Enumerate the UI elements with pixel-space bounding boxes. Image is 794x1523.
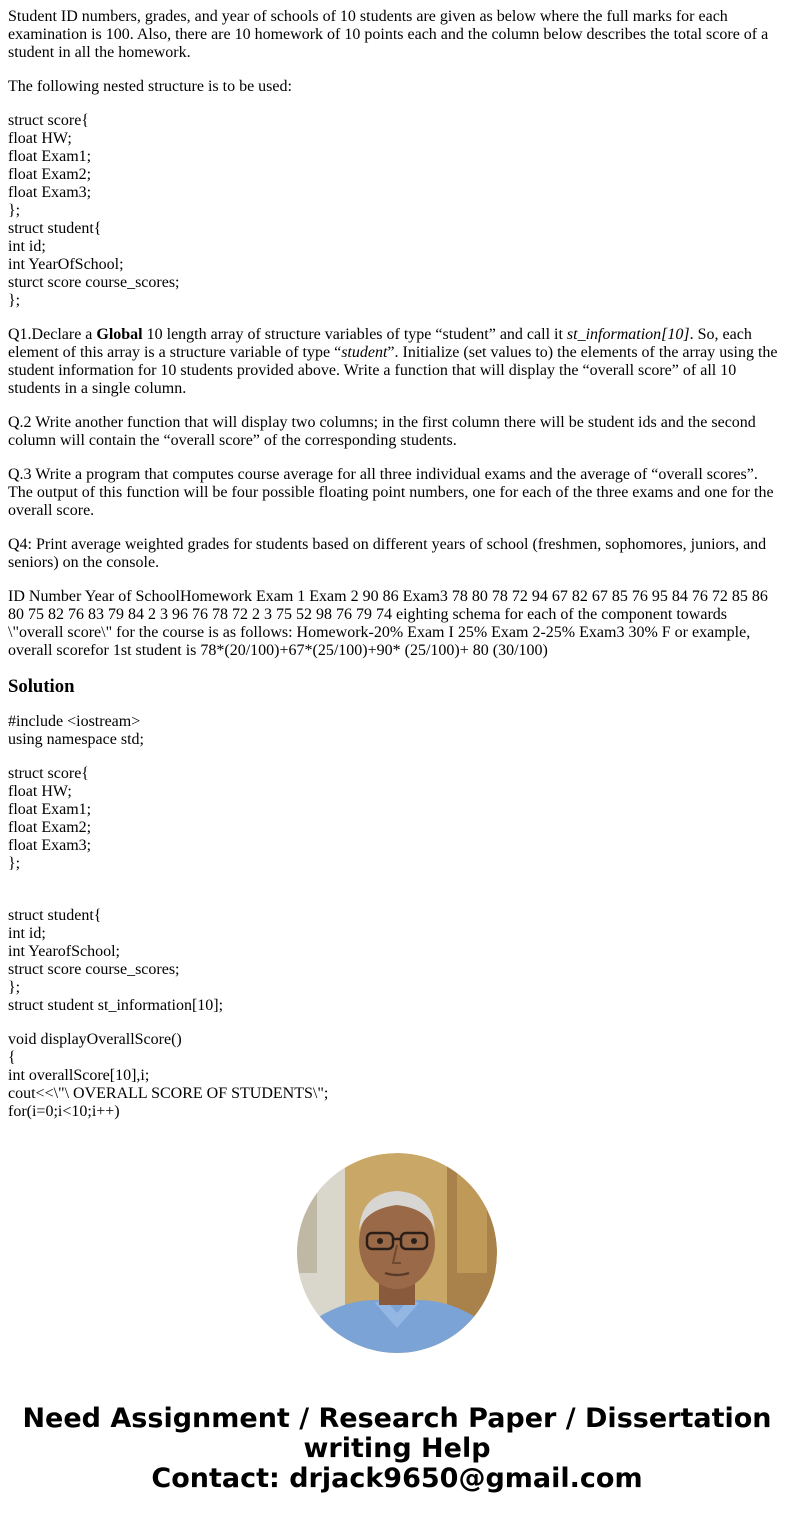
document-content xyxy=(8,8,786,1123)
code-line: struct student st_information[10]; xyxy=(8,997,224,1014)
code-block xyxy=(8,1031,786,1121)
q1-text: . So, each element of this array is a structure variable of type “ xyxy=(8,326,752,361)
struct-line: }; xyxy=(8,292,21,309)
q1-bold-global: Global xyxy=(96,326,143,343)
struct-line: struct student{ xyxy=(8,220,102,237)
code-line: struct score{ xyxy=(8,765,89,782)
intro-paragraph: Student ID numbers, grades, and year of schools of 10 students are given as below where the full marks for each examination is 100. Also, there are 10 homework of 10 points each and the column below describes the total score of a student in all the homework. xyxy=(8,8,769,61)
code-line: }; xyxy=(8,855,21,872)
contact-line: Contact: drjack9650@gmail.com xyxy=(151,1463,643,1494)
avatar xyxy=(297,1153,497,1353)
structure-intro: The following nested structure is to be used: xyxy=(8,78,292,95)
q1-italic-type: student xyxy=(341,344,388,361)
code-line: float HW; xyxy=(8,783,72,800)
code-line: int id; xyxy=(8,925,46,942)
struct-line: int YearOfSchool; xyxy=(8,256,124,273)
q1-text: 10 length array of structure variables of type “student” and call it xyxy=(142,326,567,343)
struct-line: float Exam3; xyxy=(8,184,92,201)
struct-line: float HW; xyxy=(8,130,72,147)
struct-line: sturct score course_scores; xyxy=(8,274,180,291)
code-line: void displayOverallScore() xyxy=(8,1031,182,1048)
code-line: struct student{ xyxy=(8,907,102,924)
question-2: Q.2 Write another function that will display two columns; in the first column there will be student ids and the second column will contain the “overall score” of the corresponding students. xyxy=(8,414,756,449)
code-line: float Exam1; xyxy=(8,801,92,818)
code-line: struct score course_scores; xyxy=(8,961,180,978)
struct-line: }; xyxy=(8,202,21,219)
struct-line: struct score{ xyxy=(8,112,89,129)
data-table-text: ID Number Year of SchoolHomework Exam 1 Exam 2 90 86 Exam3 78 80 78 72 94 67 82 67 85 76 95 84 76 72 85 86 80 75 82 76 83 79 84 2 3 96 76 78 72 2 3 75 52 98 76 79 74 eighting schema for each of the component towards \"overall score\" for the course is as follows: Homework-20% Exam I 25% Exam 2-25% Exam3 30% F or example, overall scorefor 1st student is 78*(20/100)+67*(25/100)+90* (25/100)+ 80 (30/100) xyxy=(8,588,768,659)
code-line: float Exam2; xyxy=(8,819,92,836)
banner-line: writing Help xyxy=(303,1433,491,1464)
q1-text: Q1.Declare a xyxy=(8,326,97,343)
question-3: Q.3 Write a program that computes course average for all three individual exams and the average of “overall scores”. The output of this function will be four possible floating point numbers, one for each of the three exams and one for the overall score. xyxy=(8,466,774,519)
code-block xyxy=(8,713,786,749)
struct-line: float Exam2; xyxy=(8,166,92,183)
struct-line: int id; xyxy=(8,238,46,255)
question-1 xyxy=(8,326,786,398)
struct-line: float Exam1; xyxy=(8,148,92,165)
code-line: { xyxy=(8,1049,16,1066)
code-block xyxy=(8,765,786,891)
code-block xyxy=(8,907,786,1015)
code-line: for(i=0;i<10;i++) xyxy=(8,1103,120,1120)
help-banner xyxy=(0,1404,794,1494)
q1-italic-array: st_information[10] xyxy=(566,326,690,343)
code-line: int overallScore[10],i; xyxy=(8,1067,150,1084)
banner-line: Need Assignment / Research Paper / Dissertation xyxy=(22,1403,772,1434)
solution-heading: Solution xyxy=(8,676,75,697)
code-line: using namespace std; xyxy=(8,731,144,748)
question-4: Q4: Print average weighted grades for students based on different years of school (freshmen, sophomores, juniors, and seniors) on the console. xyxy=(8,536,767,571)
code-line: #include <iostream> xyxy=(8,713,141,730)
code-line: float Exam3; xyxy=(8,837,92,854)
q1-text: ”. Initialize (set values to) the elements of the array using the student information for 10 students provided above. Write a function that will display the “overall score” of all 10 students in a single column. xyxy=(8,344,778,397)
code-line: int YearofSchool; xyxy=(8,943,120,960)
person-photo xyxy=(297,1153,497,1353)
struct-definition xyxy=(8,112,786,310)
code-line: cout<<\"\ OVERALL SCORE OF STUDENTS\"; xyxy=(8,1085,329,1102)
code-line: }; xyxy=(8,979,21,996)
